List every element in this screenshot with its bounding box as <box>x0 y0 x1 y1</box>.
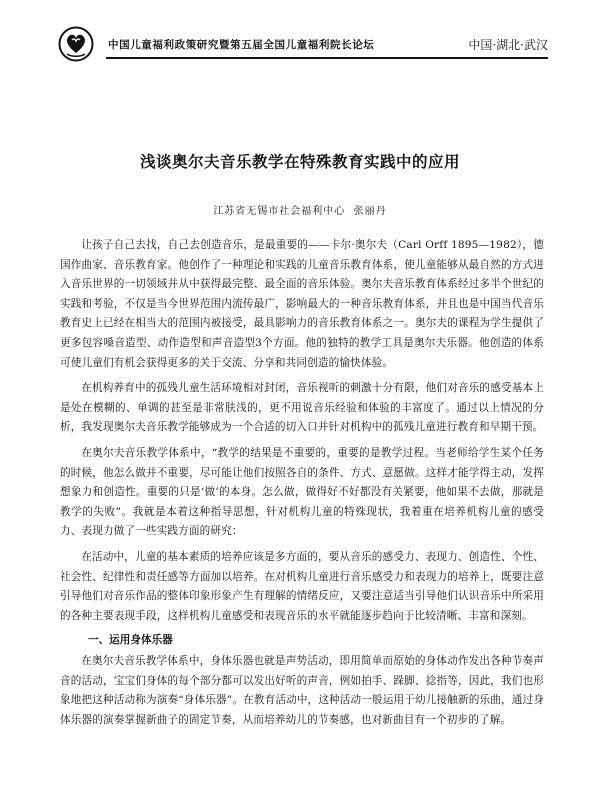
header-location: 中国·湖北·武汉 <box>468 38 548 52</box>
paragraph-body-instruments: 在奥尔夫音乐教学体系中，身体乐器也就是声势活动，即用简单而原始的身体动作发出各种节奏声音的活动，宝宝们身体的每个部分都可以发出好听的声音，例如拍手、跺脚、捻指等，因此，我们也形象地把这种活动称为演奏“身体乐器”。在教育活动中，这种活动一般运用于幼儿接触新的乐曲，通过身体乐器的演奏掌握新曲子的固定节奏，从而培养幼儿的节奏感，也对新曲目有一个初步的了解。 <box>60 655 544 727</box>
paragraph-intro: 让孩子自己去找，自己去创造音乐，是最重要的——卡尔·奥尔夫（Carl Orff 1895—1982），德国作曲家、音乐教育家。他创作了一种理论和实践的儿童音乐教育体系，使儿童能够从最自然的方式进入音乐世界的一切领域并从中获得最完整、最全面的音乐体验。奥尔夫音乐教育体系经过多半个世纪的实践和考验，不仅是当今世界范围内流传最广，影响最大的一种音乐教育体系，并且也是中国当代音乐教育史上已经在相当大的范围内被接受，最具影响力的音乐教育体系之一。奥尔夫的课程为学生提供了更多包容嗓音造型、动作造型和声音造型3个方面。他的独特的教学工具是奥尔夫乐器。他创造的体系可使儿童们有机会获得更多的关于交流、分享和共同创造的愉快体验。 <box>60 239 544 369</box>
header-divider <box>106 57 548 59</box>
paragraph-background: 在机构养育中的孤残儿童生活环境相对封闭，音乐视听的刺激十分有限，他们对音乐的感受基本上是处在模糊的、单调的甚至是非常肤浅的，更不用说音乐经验和体验的丰富度了。通过以上情况的分析，我发现奥尔夫音乐教学能够成为一个合适的切入口并针对机构中的孤残儿童进行教育和早期干预。 <box>60 382 544 434</box>
running-header <box>58 26 548 62</box>
paragraph-teaching-philosophy: 在奥尔夫音乐教学体系中，“教学的结果是不重要的，重要的是教学过程。当老师给学生某个任务的时候，他怎么做并不重要，尽可能让他们按照各自的条件、方式、意愿做。这样才能学得主动，发挥想象力和创造性。重要的只是‘做’的本身。怎么做，做得好不好都没有关紧要，他如果不去做，那就是教学的失败”。我就是本着这种指导思想，针对机构儿童的特殊现状，我着重在培养机构儿童的感受力、表现力做了一些实践方面的研究： <box>60 446 544 538</box>
forum-logo-icon <box>58 26 94 62</box>
author-byline: 江苏省无锡市社会福利中心 张丽丹 <box>213 206 387 217</box>
article-body <box>60 236 544 737</box>
header-forum-title: 中国儿童福利政策研究暨第五届全国儿童福利院长论坛 <box>108 39 375 51</box>
paragraph-activity-goals: 在活动中，儿童的基本素质的培养应该是多方面的，要从音乐的感受力、表现力、创造性、个性、社会性、纪律性和责任感等方面加以培养。在对机构儿童进行音乐感受力和表现力的培养上，既要注意引导他们对音乐作品的整体印象形象产生有理解的情绪反应，又要注意适当引导他们认识音乐中所采用的各种主要表现手段，这样机构儿童感受和表现音乐的水平就能逐步趋向于比较清晰、丰富和深刻。 <box>60 550 544 622</box>
article-title: 浅谈奥尔夫音乐教学在特殊教育实践中的应用 <box>139 153 460 171</box>
section-heading: 一、运用身体乐器 <box>88 634 173 647</box>
